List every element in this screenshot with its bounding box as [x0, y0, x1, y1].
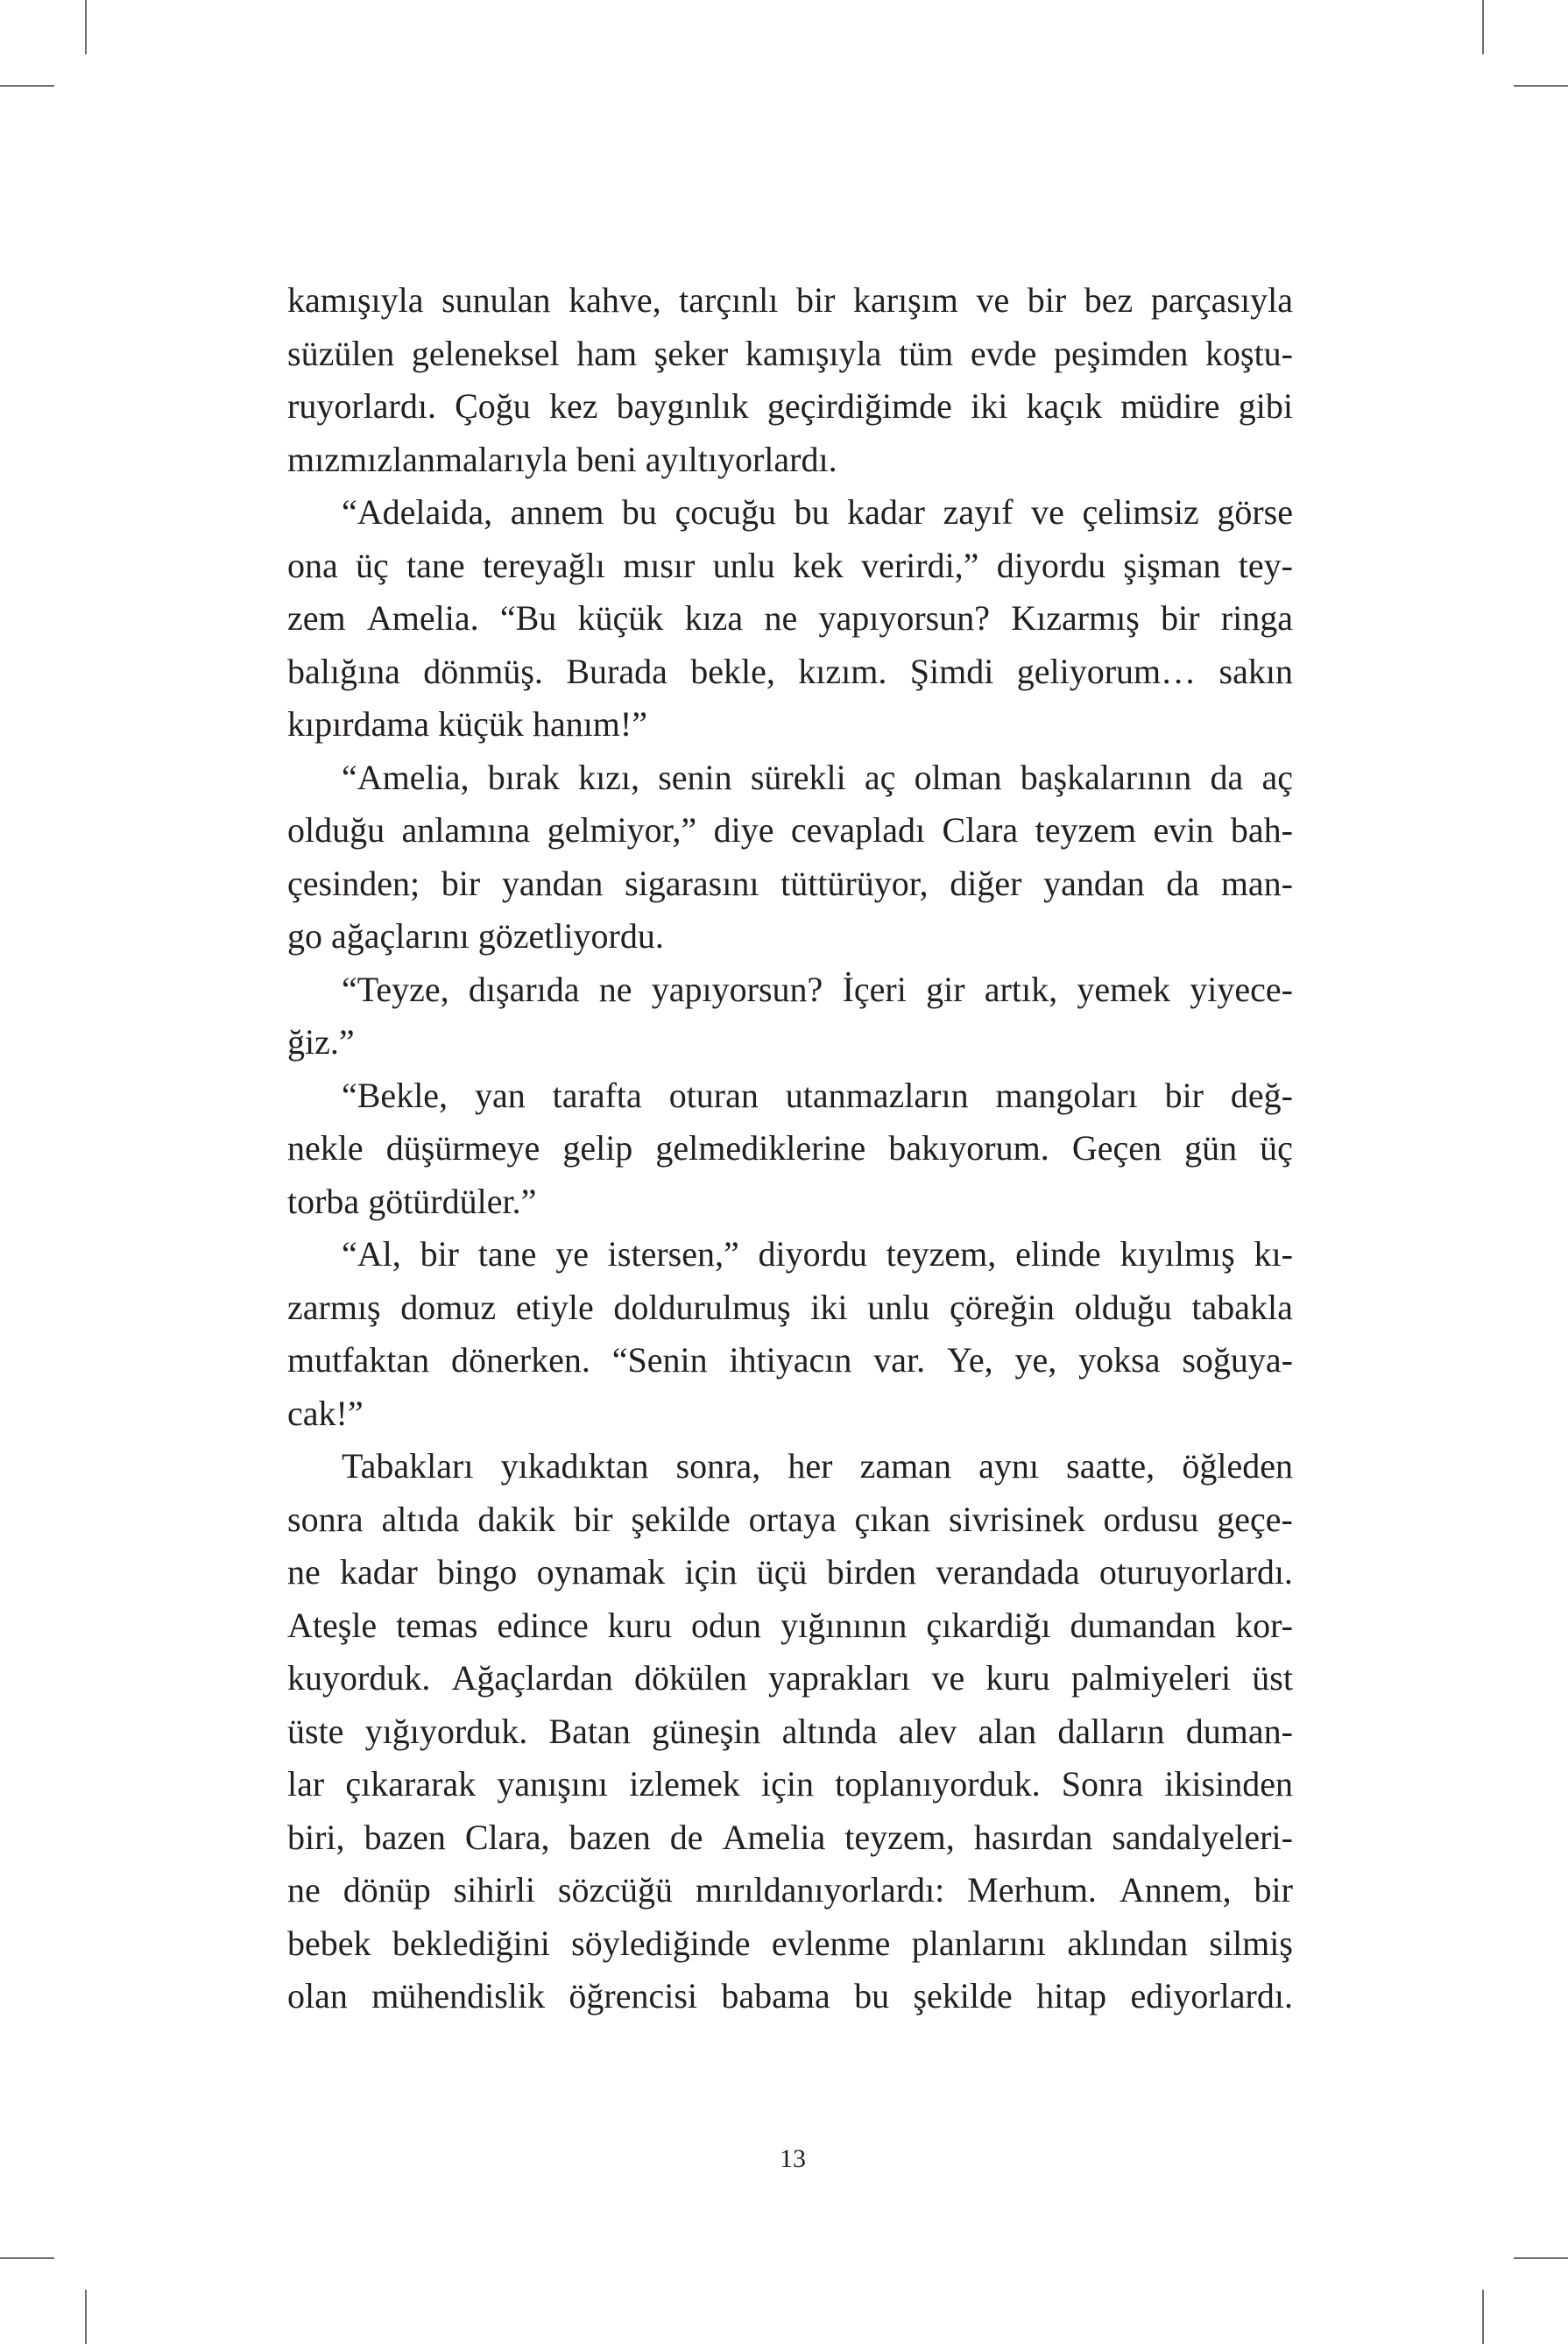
word: aklından: [1067, 1923, 1189, 1963]
word: yığınının: [780, 1605, 908, 1645]
word: bez: [1084, 280, 1134, 320]
word: parçasıyla: [1150, 280, 1293, 320]
word: öğrencisi: [569, 1976, 697, 2016]
word: kıza: [684, 598, 744, 638]
word: tüttürüyor,: [780, 863, 929, 903]
word: sürekli: [750, 757, 846, 797]
word: ihtiyacın: [729, 1340, 852, 1380]
word: Ağaçlardan: [451, 1658, 613, 1698]
word: verirdi,”: [861, 545, 979, 585]
word: mühendislik: [371, 1976, 546, 2016]
word: bazen: [569, 1817, 651, 1857]
word: ordusu: [1103, 1499, 1199, 1539]
word: geleneksel: [411, 333, 560, 373]
text-line: [287, 1599, 1293, 1653]
word: kıyılmış: [1119, 1234, 1235, 1274]
word: Annem,: [1119, 1870, 1232, 1910]
word: sonra,: [675, 1446, 761, 1486]
crop-mark-bottom-right-vertical: [1482, 2290, 1484, 2344]
word: aç: [864, 757, 896, 797]
word: soğuya-: [1182, 1340, 1293, 1380]
word: bah-: [1230, 810, 1293, 850]
word: gözetliyordu.: [477, 916, 664, 956]
word: alev: [898, 1711, 957, 1751]
word: müdire: [1120, 386, 1220, 426]
word: artık,: [984, 969, 1058, 1009]
word: bir: [1027, 280, 1067, 320]
word: Çoğu: [455, 386, 531, 426]
word: kadar: [847, 492, 925, 532]
text-line: [287, 1122, 1293, 1176]
word: kamışıyla: [745, 333, 882, 373]
word: teyzem: [1035, 810, 1137, 850]
word: iki: [810, 1287, 848, 1327]
word: evin: [1153, 810, 1214, 850]
word: üst: [1252, 1658, 1293, 1698]
word: alan: [978, 1711, 1037, 1751]
word: öğleden: [1182, 1446, 1293, 1486]
word: küçük: [438, 704, 524, 744]
word: Ye,: [947, 1340, 993, 1380]
word: saatte,: [1066, 1446, 1155, 1486]
word: ne: [287, 1870, 321, 1910]
word: karışım: [852, 280, 958, 320]
word: teyzem,: [844, 1817, 955, 1857]
text-line: [287, 858, 1293, 911]
word: ve: [976, 280, 1010, 320]
word: altıda: [381, 1499, 460, 1539]
word: kuru: [607, 1605, 673, 1645]
word: bırak: [487, 757, 560, 797]
crop-mark-bottom-left-vertical: [85, 2290, 87, 2344]
word: Clara,: [464, 1817, 550, 1857]
word: için: [684, 1552, 738, 1592]
word: go: [287, 916, 322, 956]
word: sigarasını: [625, 863, 759, 903]
word: silmiş: [1209, 1923, 1293, 1963]
word: dökülen: [634, 1658, 747, 1698]
word: ne: [598, 969, 632, 1009]
word: söylediğinde: [571, 1923, 751, 1963]
word: zem: [287, 598, 346, 638]
word: ona: [287, 545, 338, 585]
word: şekilde: [913, 1976, 1013, 2016]
word: dönerken.: [451, 1340, 590, 1380]
word: üste: [287, 1711, 344, 1751]
word: tane: [477, 1234, 537, 1274]
word: kahve,: [569, 280, 661, 320]
text-line: [287, 1652, 1293, 1705]
word: Tabakları: [342, 1446, 474, 1486]
word: ortaya: [748, 1499, 837, 1539]
word: geçe-: [1217, 1499, 1293, 1539]
text-line: [287, 1016, 1293, 1070]
word: oturan: [668, 1075, 759, 1115]
text-line: [287, 1811, 1293, 1865]
word: yan: [474, 1075, 526, 1115]
text-line: [287, 486, 1293, 540]
word: lar: [287, 1764, 325, 1804]
word: balığına: [287, 651, 400, 691]
text-line: [287, 964, 1293, 1017]
text-line: [287, 1176, 1293, 1229]
word: gir: [926, 969, 965, 1009]
word: kadar: [340, 1552, 418, 1592]
text-line: [287, 752, 1293, 805]
word: diğer: [950, 863, 1022, 903]
text-line: [287, 328, 1293, 381]
word: tabakla: [1191, 1287, 1293, 1327]
word: var.: [873, 1340, 926, 1380]
word: hanım!”: [532, 704, 647, 744]
word: dakik: [477, 1499, 556, 1539]
word: mısır: [623, 545, 696, 585]
word: gibi: [1238, 386, 1293, 426]
word: zarmış: [287, 1287, 381, 1327]
word: kaçık: [1026, 386, 1103, 426]
crop-mark-top-right-horizontal: [1514, 85, 1568, 87]
word: ediyorlardı.: [1130, 1976, 1293, 2016]
word: üç: [1260, 1128, 1293, 1168]
word: “Amelia,: [342, 757, 470, 797]
word: şişman: [1123, 545, 1221, 585]
word: ağaçlarını: [331, 916, 470, 956]
word: üç: [356, 545, 389, 585]
word: beni: [576, 439, 637, 479]
text-line: [287, 1070, 1293, 1123]
crop-mark-bottom-right-horizontal: [1514, 2257, 1568, 2259]
word: unlu: [867, 1287, 930, 1327]
word: cevapladı: [790, 810, 926, 850]
word: ayıltıyorlardı.: [645, 439, 837, 479]
word: “Senin: [611, 1340, 708, 1380]
word: da: [1210, 757, 1244, 797]
word: dalların: [1057, 1711, 1165, 1751]
word: bakıyorum.: [888, 1128, 1049, 1168]
word: elinde: [1015, 1234, 1101, 1274]
text-line: [287, 592, 1293, 646]
text-line: [287, 1493, 1293, 1547]
word: babama: [721, 1976, 830, 2016]
word: ye,: [1014, 1340, 1057, 1380]
word: gün: [1184, 1128, 1238, 1168]
word: “Bu: [499, 598, 557, 638]
word: için: [761, 1764, 814, 1804]
word: çıkararak: [345, 1764, 477, 1804]
text-line: [287, 540, 1293, 593]
word: hasırdan: [973, 1817, 1093, 1857]
word: görse: [1217, 492, 1293, 532]
word: utanmazların: [785, 1075, 969, 1115]
word: sözcüğü: [557, 1870, 673, 1910]
word: “Adelaida,: [342, 492, 493, 532]
word: toplanıyorduk.: [835, 1764, 1041, 1804]
word: ve: [1031, 492, 1064, 532]
word: her: [788, 1446, 833, 1486]
word: Burada: [566, 651, 667, 691]
word: sihirli: [453, 1870, 535, 1910]
word: çocuğu: [675, 492, 777, 532]
word: Merhum.: [967, 1870, 1097, 1910]
word: beklediğini: [392, 1923, 550, 1963]
word: başkalarının: [1020, 757, 1192, 797]
text-line: [287, 274, 1293, 328]
word: çöreğin: [949, 1287, 1055, 1327]
word: kızı,: [578, 757, 640, 797]
word: Sonra: [1061, 1764, 1144, 1804]
word: çıkan: [854, 1499, 931, 1539]
word: süzülen: [287, 333, 395, 373]
text-line: [287, 1970, 1293, 2023]
word: bir: [1254, 1870, 1293, 1910]
word: palmiyeleri: [1070, 1658, 1232, 1698]
word: unlu: [712, 545, 775, 585]
word: yandan: [1043, 863, 1145, 903]
word: geliyorum…: [1016, 651, 1197, 691]
word: altında: [781, 1711, 878, 1751]
word: bu: [621, 492, 657, 532]
word: nekle: [287, 1128, 364, 1168]
word: Şimdi: [909, 651, 994, 691]
word: yiyece-: [1190, 969, 1293, 1009]
text-line: [287, 1440, 1293, 1493]
text-line: [287, 1758, 1293, 1811]
text-line: [287, 1281, 1293, 1335]
word: biri,: [287, 1817, 345, 1857]
word: değ-: [1230, 1075, 1293, 1115]
word: tarafta: [552, 1075, 642, 1115]
word: yapıyorsun?: [818, 598, 990, 638]
word: verandada: [936, 1552, 1080, 1592]
word: torba: [287, 1181, 360, 1221]
word: Amelia: [722, 1817, 826, 1857]
word: oturuyorlardı.: [1098, 1552, 1293, 1592]
word: annem: [510, 492, 604, 532]
word: zaman: [859, 1446, 951, 1486]
word: ruyorlardı.: [287, 386, 436, 426]
word: dönüp: [343, 1870, 431, 1910]
word: ringa: [1220, 598, 1293, 638]
word: mutfaktan: [287, 1340, 430, 1380]
word: bir: [1164, 1075, 1204, 1115]
word: çıkardiğı: [926, 1605, 1051, 1645]
word: olan: [287, 1976, 348, 2016]
word: bekle,: [690, 651, 775, 691]
crop-mark-bottom-left-horizontal: [0, 2257, 54, 2259]
word: tane: [406, 545, 465, 585]
word: çelimsiz: [1082, 492, 1199, 532]
word: üçü: [756, 1552, 808, 1592]
word: tüm: [899, 333, 954, 373]
word: kı-: [1254, 1234, 1293, 1274]
word: temas: [396, 1605, 478, 1645]
word: yaprakları: [768, 1658, 911, 1698]
word: bir: [420, 1234, 459, 1274]
word: kuru: [985, 1658, 1050, 1698]
word: geçirdiğimde: [766, 386, 952, 426]
word: dışarıda: [468, 969, 580, 1009]
word: etiyle: [515, 1287, 594, 1327]
word: bu: [794, 492, 830, 532]
word: ne: [764, 598, 798, 638]
body-text: [287, 274, 1293, 2023]
word: planlarını: [911, 1923, 1046, 1963]
word: şekilde: [631, 1499, 731, 1539]
word: hitap: [1036, 1976, 1107, 2016]
word: kez: [548, 386, 598, 426]
word: diyordu: [996, 545, 1106, 585]
word: ham: [576, 333, 638, 373]
word: Kızarmış: [1011, 598, 1140, 638]
word: izlemek: [629, 1764, 740, 1804]
word: mırıldanıyorlardı:: [695, 1870, 945, 1910]
word: kek: [793, 545, 844, 585]
word: anlamına: [401, 810, 531, 850]
word: ve: [931, 1658, 965, 1698]
word: dönmüş.: [423, 651, 543, 691]
word: sonra: [287, 1499, 364, 1539]
word: şeker: [653, 333, 729, 373]
word: oynamak: [536, 1552, 666, 1592]
text-line: [287, 1546, 1293, 1599]
word: aç: [1261, 757, 1293, 797]
word: gelmiyor,”: [547, 810, 697, 850]
word: tey-: [1238, 545, 1293, 585]
word: Ateşle: [287, 1605, 378, 1645]
text-line: [287, 646, 1293, 699]
word: olman: [914, 757, 1002, 797]
word: gelmediklerine: [655, 1128, 866, 1168]
word: peşimden: [1054, 333, 1189, 373]
word: odun: [691, 1605, 762, 1645]
word: küçük: [577, 598, 664, 638]
word: İçeri: [842, 969, 907, 1009]
word: kor-: [1235, 1605, 1293, 1645]
crop-mark-top-left-vertical: [85, 0, 87, 54]
word: kamışıyla: [287, 280, 424, 320]
word: çesinden;: [287, 863, 420, 903]
text-line: [287, 804, 1293, 858]
word: cak!”: [287, 1393, 364, 1433]
word: sandalyeleri-: [1112, 1817, 1293, 1857]
word: kuyorduk.: [287, 1658, 431, 1698]
word: Clara: [942, 810, 1019, 850]
word: da: [1166, 863, 1200, 903]
word: doldurulmuş: [613, 1287, 791, 1327]
text-line: [287, 380, 1293, 434]
word: mızmızlanmalarıyla: [287, 439, 568, 479]
text-line: [287, 1917, 1293, 1971]
crop-mark-top-right-vertical: [1482, 0, 1484, 54]
word: kızım.: [798, 651, 887, 691]
word: bingo: [437, 1552, 518, 1592]
word: bir: [574, 1499, 613, 1539]
word: domuz: [400, 1287, 497, 1327]
word: götürdüler.”: [368, 1181, 537, 1221]
word: gelip: [562, 1128, 633, 1168]
word: diyordu: [758, 1234, 867, 1274]
word: kıpırdama: [287, 704, 430, 744]
word: Geçen: [1071, 1128, 1162, 1168]
word: yapıyorsun?: [651, 969, 823, 1009]
word: yanışını: [497, 1764, 609, 1804]
word: düşürmeye: [385, 1128, 540, 1168]
text-line: [287, 1228, 1293, 1281]
word: yıkadıktan: [500, 1446, 649, 1486]
text-line: [287, 1864, 1293, 1917]
page-number: 13: [780, 2144, 806, 2173]
word: “Bekle,: [342, 1075, 449, 1115]
word: “Al,: [342, 1234, 401, 1274]
word: yığıyorduk.: [364, 1711, 528, 1751]
word: de: [669, 1817, 703, 1857]
text-line: [287, 698, 1293, 752]
word: yemek: [1077, 969, 1170, 1009]
word: ğiz.”: [287, 1022, 355, 1062]
word: sakın: [1218, 651, 1293, 691]
word: baygınlık: [616, 386, 749, 426]
word: Amelia.: [366, 598, 479, 638]
word: senin: [658, 757, 732, 797]
word: dumandan: [1070, 1605, 1217, 1645]
word: bir: [795, 280, 836, 320]
word: evde: [970, 333, 1037, 373]
word: tereyağlı: [482, 545, 605, 585]
text-line: [287, 910, 1293, 964]
word: ne: [287, 1552, 321, 1592]
word: istersen,”: [607, 1234, 739, 1274]
word: man-: [1220, 863, 1293, 903]
word: koştu-: [1205, 333, 1293, 373]
word: ikisinden: [1164, 1764, 1293, 1804]
word: zayıf: [943, 492, 1014, 532]
word: tarçınlı: [679, 280, 779, 320]
text-line: [287, 1334, 1293, 1387]
word: diye: [713, 810, 774, 850]
word: teyzem,: [886, 1234, 997, 1274]
word: ye: [555, 1234, 589, 1274]
word: bu: [854, 1976, 890, 2016]
word: edince: [497, 1605, 589, 1645]
word: mangoları: [995, 1075, 1138, 1115]
word: evlenme: [771, 1923, 891, 1963]
word: iki: [971, 386, 1008, 426]
word: güneşin: [651, 1711, 761, 1751]
word: aynı: [978, 1446, 1039, 1486]
word: Batan: [548, 1711, 631, 1751]
word: sivrisinek: [949, 1499, 1085, 1539]
word: bebek: [287, 1923, 371, 1963]
text-line: [287, 434, 1293, 487]
text-line: [287, 1705, 1293, 1759]
crop-mark-top-left-horizontal: [0, 85, 54, 87]
word: bir: [441, 863, 481, 903]
word: sunulan: [441, 280, 551, 320]
word: bazen: [364, 1817, 446, 1857]
word: “Teyze,: [342, 969, 449, 1009]
word: duman-: [1185, 1711, 1293, 1751]
word: olduğu: [1074, 1287, 1172, 1327]
text-line: [287, 1387, 1293, 1441]
word: olduğu: [287, 810, 385, 850]
word: yoksa: [1078, 1340, 1161, 1380]
word: yandan: [501, 863, 604, 903]
word: birden: [826, 1552, 916, 1592]
word: bir: [1161, 598, 1200, 638]
